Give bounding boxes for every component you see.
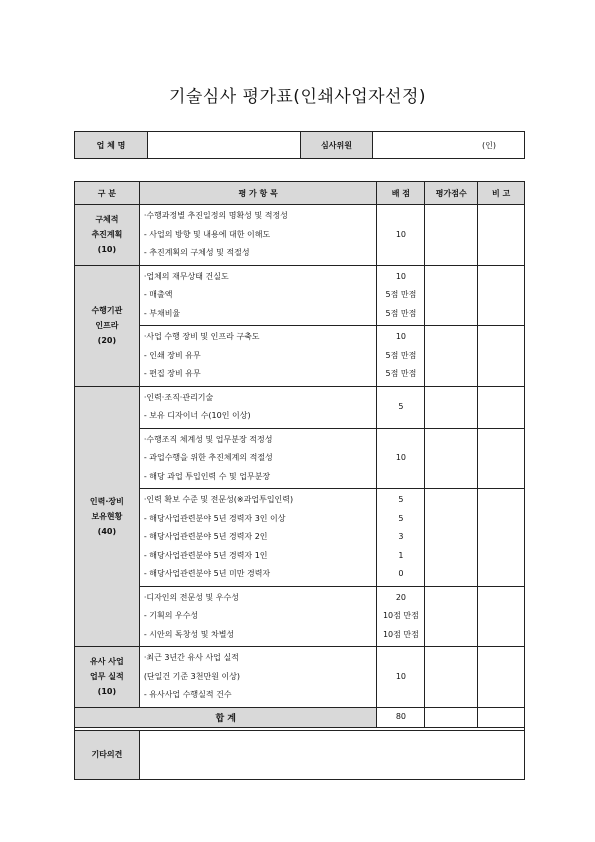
table-row [75, 489, 525, 587]
points-value: 5점 만점 [385, 290, 417, 299]
total-row [75, 707, 525, 727]
table-row [75, 205, 525, 266]
category-line: (10) [97, 687, 117, 697]
evaluation-item: - 추진계획의 구체성 및 적절성 [143, 248, 250, 257]
item-cell [139, 428, 377, 489]
points-value: 0 [398, 569, 404, 578]
evaluation-item: - 해당사업관련분야 5년 경력자 2인 [143, 532, 268, 541]
points-value: 5점 만점 [385, 308, 417, 318]
points-value: 10점 만점 [382, 629, 419, 639]
table-row [75, 326, 525, 387]
points-value: 5점 만점 [385, 369, 417, 378]
points-value: 20 [395, 592, 406, 602]
category-line: (20) [97, 336, 117, 345]
score-input-cell[interactable] [425, 586, 478, 647]
total-label: 합 계 [75, 707, 377, 727]
category-line: 추진계획 [91, 230, 123, 240]
evaluation-item: - 유사사업 수행실적 건수 [143, 690, 232, 699]
points-value: 5점 만점 [385, 350, 417, 360]
evaluation-item: ·인력 확보 수준 및 전문성(※과업투입인력) [143, 495, 294, 504]
remarks-cell[interactable] [478, 326, 525, 387]
category-line: 수행기관 [91, 306, 123, 315]
etc-field[interactable] [139, 730, 524, 779]
points-cell [377, 326, 425, 387]
evaluation-item: ·사업 수행 장비 및 인프라 구축도 [143, 332, 260, 341]
remarks-cell[interactable] [478, 265, 525, 326]
table-row [75, 428, 525, 489]
evaluation-item: - 사업의 방향 및 내용에 대한 이해도 [143, 229, 271, 239]
score-input-cell[interactable] [425, 205, 478, 266]
category-line: 구체적 [95, 215, 119, 225]
page-title: 기술심사 평가표(인쇄사업자선정) [168, 87, 427, 107]
points-cell [377, 428, 425, 489]
category-line: 유사 사업 [90, 657, 124, 667]
header-category: 구 분 [75, 182, 140, 205]
category-line: (40) [97, 526, 117, 536]
header-items: 평 가 항 목 [139, 182, 377, 205]
remarks-cell[interactable] [478, 386, 525, 428]
item-cell [139, 265, 377, 326]
reviewer-field[interactable] [373, 132, 525, 159]
evaluation-item: ·디자인의 전문성 및 우수성 [143, 592, 239, 602]
category-line: 인력·장비 [89, 496, 124, 506]
points-cell [377, 386, 425, 428]
evaluation-item: - 시안의 독창성 및 차별성 [143, 629, 235, 639]
info-table [74, 131, 525, 159]
header-score: 평가점수 [425, 182, 478, 205]
item-cell [139, 205, 377, 266]
evaluation-item: ·수행과정별 추진일정의 명확성 및 적정성 [143, 211, 288, 220]
score-input-cell[interactable] [425, 489, 478, 587]
seal-mark: (인) [482, 140, 496, 150]
evaluation-item: ·최근 3년간 유사 사업 실적 [143, 653, 239, 662]
evaluation-item: ·수행조직 체계성 및 업무분장 적정성 [143, 434, 273, 444]
category-line: 업무 실적 [90, 672, 124, 682]
evaluation-item: - 인쇄 장비 유무 [143, 350, 201, 360]
header-row [75, 182, 525, 205]
remarks-cell[interactable] [478, 586, 525, 647]
company-label: 업 체 명 [75, 132, 148, 159]
table-row [75, 265, 525, 326]
reviewer-label: 심사위원 [301, 132, 373, 159]
table-row [75, 386, 525, 428]
remarks-cell[interactable] [478, 647, 525, 708]
points-cell [377, 586, 425, 647]
points-value: 10 [395, 271, 406, 281]
points-value: 3 [398, 532, 404, 541]
category-cell [75, 205, 140, 266]
table-row [75, 586, 525, 647]
header-remarks: 비 고 [478, 182, 525, 205]
item-cell [139, 647, 377, 708]
points-value: 10 [395, 332, 406, 341]
score-input-cell[interactable] [425, 265, 478, 326]
score-input-cell[interactable] [425, 428, 478, 489]
category-line: (10) [97, 245, 117, 255]
evaluation-item: - 과업수행을 위한 추진체계의 적절성 [143, 453, 273, 462]
item-cell [139, 489, 377, 587]
points-cell [377, 489, 425, 587]
category-cell [75, 265, 140, 386]
evaluation-item: (단일건 기준 3천만원 이상) [143, 671, 241, 681]
item-cell [139, 386, 377, 428]
points-cell [377, 647, 425, 708]
evaluation-item: - 해당사업관련분야 5년 경력자 1인 [143, 550, 268, 560]
score-input-cell[interactable] [425, 386, 478, 428]
remarks-cell[interactable] [478, 428, 525, 489]
etc-row [75, 730, 525, 779]
points-value: 10 [395, 229, 406, 239]
points-value: 10점 만점 [382, 611, 419, 620]
points-cell [377, 265, 425, 326]
evaluation-item: - 해당사업관련분야 5년 미만 경력자 [143, 569, 271, 578]
points-value: 5 [398, 401, 404, 411]
evaluation-item: - 매출액 [143, 290, 173, 299]
evaluation-item: - 해당사업관련분야 5년 경력자 3인 이상 [143, 513, 286, 523]
evaluation-item: - 부채비율 [143, 308, 181, 318]
points-value: 5 [398, 513, 404, 523]
evaluation-item: - 보유 디자이너 수(10인 이상) [143, 411, 251, 420]
company-field[interactable] [148, 132, 301, 159]
evaluation-item: - 해당 과업 투입인력 수 및 업무분장 [143, 471, 271, 481]
header-points: 배 점 [377, 182, 425, 205]
item-cell [139, 586, 377, 647]
remarks-cell[interactable] [478, 489, 525, 587]
points-value: 10 [395, 453, 406, 462]
table-row [75, 647, 525, 708]
total-points: 80 [377, 707, 425, 727]
points-value: 5 [398, 495, 404, 504]
points-value: 1 [398, 550, 404, 560]
category-cell [75, 386, 140, 647]
score-input-cell[interactable] [425, 326, 478, 387]
item-cell [139, 326, 377, 387]
category-line: 보유현황 [91, 511, 123, 521]
evaluation-item: - 기획의 우수성 [143, 611, 199, 620]
category-line: 인프라 [95, 321, 119, 330]
category-cell [75, 647, 140, 708]
evaluation-item: ·인력·조직·관리기술 [143, 392, 214, 402]
points-value: 10 [395, 671, 406, 681]
total-score-cell[interactable] [425, 707, 478, 727]
etc-label: 기타의견 [75, 730, 140, 779]
total-remarks-cell[interactable] [478, 707, 525, 727]
evaluation-table [74, 181, 525, 780]
evaluation-item: ·업체의 재무상태 건실도 [143, 271, 229, 281]
evaluation-item: - 편집 장비 유무 [143, 369, 201, 378]
score-input-cell[interactable] [425, 647, 478, 708]
points-cell [377, 205, 425, 266]
remarks-cell[interactable] [478, 205, 525, 266]
